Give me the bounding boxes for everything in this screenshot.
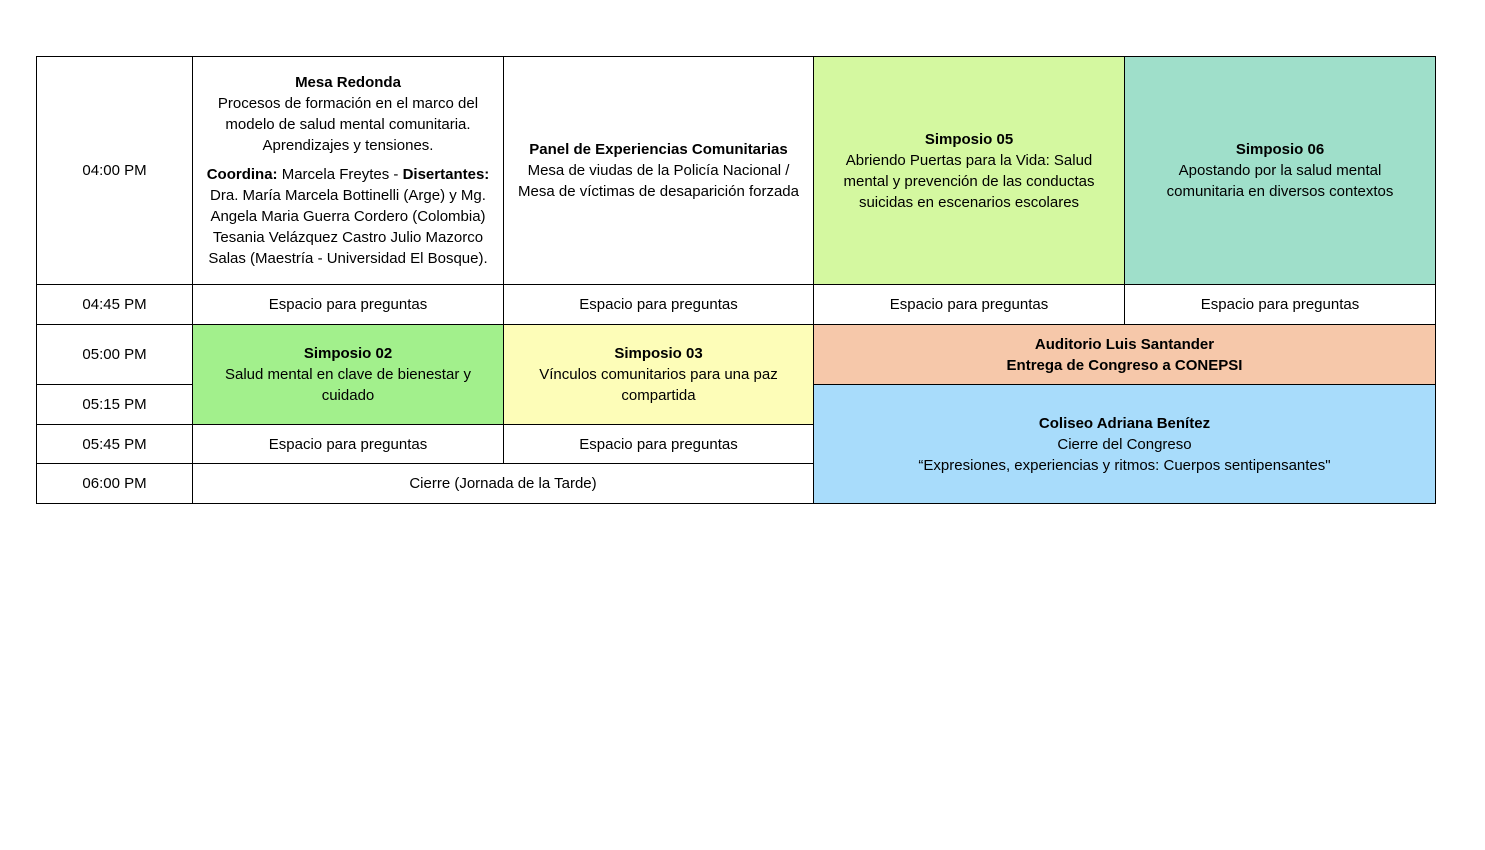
panel-body: Mesa de viudas de la Policía Nacional / Mesa de víctimas de desaparición forzada — [518, 162, 799, 200]
coordina-label: Coordina: — [206, 166, 278, 183]
questions-label: Espacio para preguntas — [889, 296, 1049, 313]
simposio-05-title: Simposio 05 — [924, 130, 1014, 148]
questions-cell — [193, 425, 504, 464]
questions-cell — [193, 285, 504, 325]
time-cell — [37, 57, 193, 285]
questions-label: Espacio para preguntas — [579, 296, 738, 313]
time-cell — [37, 425, 193, 464]
coordina-name: Marcela Freytes - — [277, 166, 403, 183]
simposio-06-body: Apostando por la salud mental comunitaria en diversos contextos — [1166, 162, 1394, 200]
cierre-jornada-cell — [193, 464, 814, 504]
questions-label: Espacio para preguntas — [268, 435, 428, 453]
mesa-redonda-participants — [201, 164, 495, 269]
coliseo-cell — [814, 385, 1436, 504]
panel-title: Panel de Experiencias Comunitarias — [529, 141, 788, 158]
time-label: 05:45 PM — [82, 435, 147, 453]
time-cell — [37, 385, 193, 425]
time-label: 04:45 PM — [82, 296, 147, 313]
time-cell — [37, 285, 193, 325]
disertantes-label: Disertantes: — [402, 166, 490, 183]
time-label: 05:15 PM — [82, 396, 147, 413]
simposio-06-cell — [1125, 57, 1436, 285]
questions-label: Espacio para preguntas — [1200, 296, 1360, 313]
coliseo-line2: “Expresiones, experiencias y ritmos: Cuerpos sentipensantes" — [918, 456, 1331, 474]
simposio-03-body: Vínculos comunitarios para una paz compartida — [539, 366, 778, 404]
questions-cell — [814, 285, 1125, 325]
time-label: 05:00 PM — [82, 346, 147, 363]
time-label: 04:00 PM — [82, 162, 147, 179]
mesa-redonda-body: Procesos de formación en el marco del modelo de salud mental comunitaria. Aprendizajes y tensiones. — [217, 95, 479, 154]
questions-label: Espacio para preguntas — [579, 435, 738, 453]
coliseo-line1: Cierre del Congreso — [1057, 435, 1192, 453]
simposio-03-title: Simposio 03 — [614, 345, 703, 362]
mesa-redonda-title: Mesa Redonda — [295, 74, 401, 91]
time-label: 06:00 PM — [82, 475, 147, 492]
schedule-table — [36, 56, 1436, 504]
simposio-03-cell — [504, 325, 814, 425]
panel-cell — [504, 57, 814, 285]
auditorio-cell — [814, 325, 1436, 385]
time-cell — [37, 464, 193, 504]
coliseo-title: Coliseo Adriana Benítez — [1038, 414, 1211, 432]
questions-cell — [504, 285, 814, 325]
auditorio-title: Auditorio Luis Santander — [1034, 335, 1215, 353]
questions-cell — [504, 425, 814, 464]
questions-cell — [1125, 285, 1436, 325]
simposio-05-cell — [814, 57, 1125, 285]
cierre-jornada-label: Cierre (Jornada de la Tarde) — [409, 475, 597, 492]
questions-label: Espacio para preguntas — [268, 296, 428, 313]
disertantes-text: Dra. María Marcela Bottinelli (Arge) y Mg. Angela Maria Guerra Cordero (Colombia) Tesania Velázquez Castro Julio Mazorco Salas (Maestría - Universidad El Bosque). — [208, 187, 488, 267]
auditorio-subtitle: Entrega de Congreso a CONEPSI — [1006, 356, 1243, 374]
simposio-02-title: Simposio 02 — [303, 345, 393, 362]
time-cell — [37, 325, 193, 385]
simposio-05-body: Abriendo Puertas para la Vida: Salud mental y prevención de las conductas suicidas en escenarios escolares — [843, 151, 1095, 211]
simposio-06-title: Simposio 06 — [1235, 141, 1325, 158]
mesa-redonda-cell — [193, 57, 504, 285]
simposio-02-body: Salud mental en clave de bienestar y cuidado — [225, 366, 471, 404]
simposio-02-cell — [193, 325, 504, 425]
